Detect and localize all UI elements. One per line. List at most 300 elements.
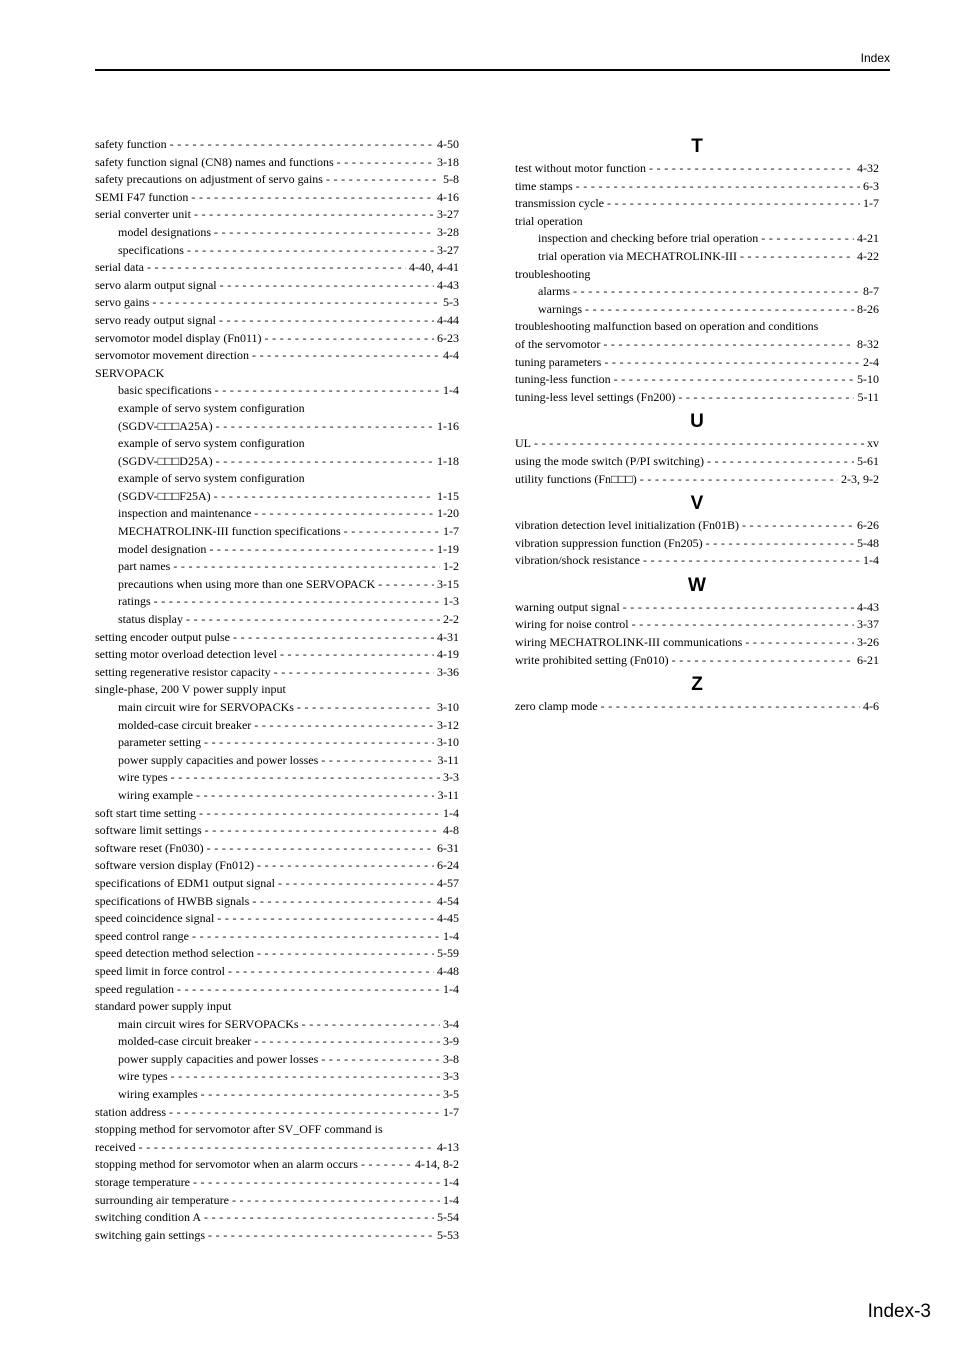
entry-page-ref: 6-3 <box>863 178 879 193</box>
index-entry <box>95 206 459 224</box>
leader-dots <box>361 1156 412 1174</box>
entry-term: power supply capacities and power losses <box>118 1051 319 1066</box>
index-entry <box>95 629 459 647</box>
entry-page-ref: xv <box>867 436 879 451</box>
entry-page-ref: 3-12 <box>437 717 459 732</box>
entry-term: speed control range <box>95 928 189 943</box>
entry-term: surrounding air temperature <box>95 1192 229 1207</box>
index-entry <box>95 664 459 682</box>
entry-page-ref: 8-26 <box>857 301 879 316</box>
leader-dots <box>614 371 854 389</box>
leader-dots <box>678 389 854 407</box>
leader-dots <box>740 248 854 266</box>
leader-dots <box>254 717 434 735</box>
entry-term: model designations <box>118 224 211 239</box>
leader-dots <box>177 981 440 999</box>
leader-dots <box>274 664 434 682</box>
index-entry <box>515 435 879 453</box>
leader-dots <box>672 652 854 670</box>
entry-page-ref: 5-54 <box>437 1210 459 1225</box>
index-entry <box>95 1227 459 1245</box>
entry-term: precautions when using more than one SERVOPACK <box>118 576 376 591</box>
entry-page-ref: 1-4 <box>443 1192 459 1207</box>
leader-dots <box>632 616 854 634</box>
entry-page-ref: 3-4 <box>443 1016 459 1031</box>
entry-term: inspection and maintenance <box>118 506 252 521</box>
entry-page-ref: 1-16 <box>437 418 459 433</box>
entry-page-ref: 1-7 <box>443 524 459 539</box>
index-entry <box>95 928 459 946</box>
entry-page-ref: 4-45 <box>437 911 459 926</box>
leader-dots <box>171 769 440 787</box>
entry-page-ref: 3-28 <box>437 224 459 239</box>
leader-dots <box>214 224 434 242</box>
index-entry <box>95 1139 459 1157</box>
entry-term: wiring example <box>118 787 193 802</box>
index-entry <box>95 945 459 963</box>
entry-page-ref: 4-50 <box>437 137 459 151</box>
entry-term: main circuit wires for SERVOPACKs <box>118 1016 299 1031</box>
index-entry <box>95 365 459 383</box>
entry-page-ref: 5-48 <box>857 535 879 550</box>
index-subentry <box>95 400 459 418</box>
entry-page-ref: 8-32 <box>857 336 879 351</box>
index-subentry <box>515 230 879 248</box>
page-number: Index-3 <box>867 1301 931 1322</box>
entry-term: troubleshooting malfunction based on operation and conditions <box>515 319 819 334</box>
index-subentry <box>95 787 459 805</box>
entry-term: write prohibited setting (Fn010) <box>515 652 669 667</box>
entry-page-ref: 2-2 <box>443 612 459 627</box>
leader-dots <box>208 1227 434 1245</box>
entry-page-ref: 3-8 <box>443 1051 459 1066</box>
entry-term: specifications of HWBB signals <box>95 893 250 908</box>
index-entry <box>515 517 879 535</box>
leader-dots <box>199 805 440 823</box>
entry-page-ref: 1-4 <box>443 981 459 996</box>
header-rule <box>95 69 890 71</box>
entry-term: zero clamp mode <box>515 699 598 714</box>
entry-term: speed limit in force control <box>95 963 225 978</box>
leader-dots <box>205 822 440 840</box>
entry-page-ref: 4-13 <box>437 1139 459 1154</box>
index-entry <box>515 471 879 489</box>
leader-dots <box>585 301 854 319</box>
entry-term: (SGDV-□□□D25A) <box>118 453 213 468</box>
leader-dots <box>297 699 434 717</box>
index-entry <box>515 266 879 284</box>
entry-term: model designation <box>118 541 207 556</box>
entry-term: part names <box>118 559 171 574</box>
index-entry <box>95 840 459 858</box>
entry-term: wiring MECHATROLINK-III communications <box>515 635 743 650</box>
entry-page-ref: 4-48 <box>437 963 459 978</box>
index-entry <box>95 1104 459 1122</box>
leader-dots <box>576 178 860 196</box>
leader-dots <box>201 1086 440 1104</box>
leader-dots <box>171 1068 440 1086</box>
entry-page-ref: 1-2 <box>443 559 459 574</box>
leader-dots <box>603 336 854 354</box>
leader-dots <box>280 646 434 664</box>
entry-term: MECHATROLINK-III function specifications <box>118 524 341 539</box>
entry-page-ref: 1-4 <box>443 805 459 820</box>
entry-term: inspection and checking before trial operation <box>538 231 759 246</box>
entry-term: main circuit wire for SERVOPACKs <box>118 700 294 714</box>
entry-term: serial converter unit <box>95 207 191 222</box>
leader-dots <box>194 206 434 224</box>
index-column-right <box>515 136 879 716</box>
index-entry <box>95 171 459 189</box>
entry-term: warning output signal <box>515 599 620 614</box>
entry-page-ref: 3-37 <box>857 617 879 632</box>
running-header: Index <box>860 51 890 65</box>
index-entry <box>95 1174 459 1192</box>
index-entry <box>515 354 879 372</box>
entry-term: station address <box>95 1104 166 1119</box>
entry-page-ref: 3-27 <box>437 242 459 257</box>
entry-page-ref: 4-43 <box>437 277 459 292</box>
index-entry <box>515 652 879 670</box>
index-subentry <box>95 1033 459 1051</box>
leader-dots <box>139 1139 434 1157</box>
entry-term: utility functions (Fn□□□) <box>515 471 637 486</box>
entry-term: troubleshooting <box>515 266 591 281</box>
leader-dots <box>337 154 434 172</box>
leader-dots <box>534 435 864 453</box>
entry-term: speed coincidence signal <box>95 911 215 926</box>
leader-dots <box>623 599 854 617</box>
leader-dots <box>196 787 434 805</box>
leader-dots <box>257 945 434 963</box>
index-subentry <box>95 699 459 717</box>
leader-dots <box>742 517 854 535</box>
index-subentry <box>95 734 459 752</box>
index-subentry <box>95 1068 459 1086</box>
leader-dots <box>187 242 434 260</box>
leader-dots <box>216 453 434 471</box>
entry-page-ref: 1-19 <box>437 541 459 556</box>
entry-term: safety precautions on adjustment of servo gains <box>95 172 323 187</box>
leader-dots <box>154 593 440 611</box>
entry-page-ref: 4-6 <box>863 699 879 714</box>
index-subentry <box>95 505 459 523</box>
entry-page-ref: 4-54 <box>437 893 459 908</box>
index-subentry <box>95 523 459 541</box>
index-subentry <box>95 541 459 559</box>
leader-dots <box>214 488 434 506</box>
entry-page-ref: 6-31 <box>437 840 459 855</box>
leader-dots <box>186 611 440 629</box>
entry-page-ref: 1-3 <box>443 594 459 609</box>
entry-term: molded-case circuit breaker <box>118 717 252 732</box>
entry-term: safety function <box>95 137 167 151</box>
index-entry <box>515 195 879 213</box>
leader-dots <box>207 840 434 858</box>
index-entry <box>515 616 879 634</box>
entry-page-ref: 1-7 <box>863 196 879 211</box>
leader-dots <box>706 535 854 553</box>
leader-dots <box>232 1192 440 1210</box>
index-entry <box>515 371 879 389</box>
index-subentry <box>95 435 459 453</box>
leader-dots <box>278 875 434 893</box>
index-subentry <box>95 558 459 576</box>
index-entry <box>95 646 459 664</box>
index-entry <box>515 160 879 178</box>
index-entry <box>95 1121 459 1139</box>
entry-page-ref: 4-44 <box>437 312 459 327</box>
section-letter: T <box>691 136 703 157</box>
entry-page-ref: 5-59 <box>437 946 459 961</box>
index-subentry <box>95 717 459 735</box>
leader-dots <box>321 1051 440 1069</box>
index-entry <box>95 981 459 999</box>
leader-dots <box>147 259 406 277</box>
entry-term: vibration/shock resistance <box>515 553 640 568</box>
leader-dots <box>607 195 860 213</box>
entry-term: setting motor overload detection level <box>95 647 277 662</box>
leader-dots <box>643 552 860 570</box>
entry-page-ref: 1-4 <box>863 553 879 568</box>
entry-term: ratings <box>118 594 151 609</box>
leader-dots <box>191 189 434 207</box>
entry-term: (SGDV-□□□F25A) <box>118 488 211 503</box>
index-entry <box>95 330 459 348</box>
entry-page-ref: 6-24 <box>437 858 459 873</box>
index-subentry <box>95 453 459 471</box>
leader-dots <box>228 963 434 981</box>
index-entry <box>515 552 879 570</box>
entry-page-ref: 1-7 <box>443 1104 459 1119</box>
entry-page-ref: 6-23 <box>437 330 459 345</box>
entry-term: stopping method for servomotor after SV_OFF command is <box>95 1122 383 1137</box>
index-entry <box>95 875 459 893</box>
index-subentry <box>515 248 879 266</box>
index-column-left <box>95 136 459 1244</box>
index-subentry <box>95 224 459 242</box>
entry-term: example of servo system configuration <box>118 471 305 486</box>
leader-dots <box>640 471 838 489</box>
entry-term: warnings <box>538 301 582 316</box>
entry-term: trial operation <box>515 213 583 228</box>
index-entry <box>95 347 459 365</box>
entry-page-ref: 3-9 <box>443 1034 459 1049</box>
index-entry <box>95 805 459 823</box>
entry-term: wire types <box>118 1069 168 1084</box>
leader-dots <box>344 523 440 541</box>
entry-page-ref: 3-15 <box>437 576 459 591</box>
leader-dots <box>233 629 434 647</box>
entry-page-ref: 4-19 <box>437 647 459 662</box>
leader-dots <box>173 558 440 576</box>
entry-term: of the servomotor <box>515 336 601 351</box>
index-subentry <box>95 382 459 400</box>
entry-term: SEMI F47 function <box>95 189 189 204</box>
index-entry <box>515 389 879 407</box>
entry-term: SERVOPACK <box>95 365 165 380</box>
index-entry <box>95 277 459 295</box>
index-entry <box>515 634 879 652</box>
entry-term: wiring examples <box>118 1087 198 1102</box>
entry-page-ref: 5-8 <box>443 172 459 187</box>
index-subentry <box>95 593 459 611</box>
index-entry <box>95 312 459 330</box>
entry-term: servomotor model display (Fn011) <box>95 330 262 345</box>
entry-page-ref: 4-40, 4-41 <box>409 260 459 275</box>
entry-term: storage temperature <box>95 1175 190 1190</box>
section-letter: V <box>690 493 704 515</box>
entry-term: switching condition A <box>95 1210 201 1225</box>
index-entry <box>95 822 459 840</box>
entry-page-ref: 3-10 <box>437 700 459 714</box>
entry-page-ref: 3-3 <box>443 1069 459 1084</box>
index-entry <box>95 1209 459 1227</box>
entry-page-ref: 4-31 <box>437 629 459 644</box>
entry-term: setting regenerative resistor capacity <box>95 664 271 679</box>
index-entry <box>95 681 459 699</box>
leader-dots <box>257 857 434 875</box>
entry-page-ref: 5-10 <box>857 372 879 387</box>
index-entry <box>95 893 459 911</box>
entry-term: software limit settings <box>95 823 202 838</box>
leader-dots <box>265 330 434 348</box>
entry-term: software reset (Fn030) <box>95 840 204 855</box>
index-entry <box>95 998 459 1016</box>
leader-dots <box>204 1209 434 1227</box>
entry-page-ref: 4-57 <box>437 875 459 890</box>
index-subentry <box>95 611 459 629</box>
index-subentry <box>95 470 459 488</box>
leader-dots <box>193 1174 440 1192</box>
leader-dots <box>302 1016 440 1034</box>
index-subentry <box>95 418 459 436</box>
index-subentry <box>95 488 459 506</box>
entry-term: transmission cycle <box>515 196 604 211</box>
entry-page-ref: 3-36 <box>437 664 459 679</box>
entry-page-ref: 1-4 <box>443 1175 459 1190</box>
entry-page-ref: 4-14, 8-2 <box>415 1157 459 1172</box>
entry-page-ref: 5-11 <box>857 389 879 404</box>
index-entry <box>95 963 459 981</box>
entry-term: tuning parameters <box>515 354 602 369</box>
leader-dots <box>152 294 440 312</box>
index-entry <box>515 178 879 196</box>
entry-page-ref: 3-10 <box>437 735 459 750</box>
index-subentry <box>95 769 459 787</box>
entry-page-ref: 6-26 <box>857 518 879 533</box>
index-entry <box>515 599 879 617</box>
leader-dots <box>217 910 434 928</box>
entry-page-ref: 4-4 <box>443 348 459 363</box>
entry-term: software version display (Fn012) <box>95 858 254 873</box>
leader-dots <box>169 1104 440 1122</box>
index-entry <box>515 318 879 336</box>
leader-dots <box>707 453 854 471</box>
index-entry <box>95 136 459 154</box>
leader-dots <box>204 734 434 752</box>
entry-term: UL <box>515 436 531 451</box>
index-subentry <box>95 242 459 260</box>
index-entry <box>95 1192 459 1210</box>
section-letter: U <box>690 411 704 433</box>
index-entry <box>95 154 459 172</box>
leader-dots <box>219 312 434 330</box>
entry-term: received <box>95 1139 136 1154</box>
entry-term: example of servo system configuration <box>118 436 305 451</box>
entry-page-ref: 1-4 <box>443 383 459 398</box>
entry-term: standard power supply input <box>95 999 232 1014</box>
entry-page-ref: 4-32 <box>857 161 879 175</box>
leader-dots <box>216 418 434 436</box>
entry-page-ref: 4-43 <box>857 599 879 614</box>
entry-term: vibration detection level initialization (Fn01B) <box>515 518 739 533</box>
index-entry <box>515 336 879 354</box>
entry-term: molded-case circuit breaker <box>118 1034 252 1049</box>
entry-page-ref: 3-11 <box>437 752 459 767</box>
index-subentry <box>95 1086 459 1104</box>
entry-page-ref: 1-18 <box>437 453 459 468</box>
index-entry <box>95 1156 459 1174</box>
leader-dots <box>745 634 854 652</box>
entry-page-ref: 4-21 <box>857 231 879 246</box>
entry-term: power supply capacities and power losses <box>118 752 319 767</box>
entry-term: test without motor function <box>515 161 646 175</box>
entry-term: trial operation via MECHATROLINK-III <box>538 248 737 263</box>
entry-term: alarms <box>538 284 570 299</box>
entry-term: time stamps <box>515 178 573 193</box>
entry-page-ref: 1-20 <box>437 506 459 521</box>
entry-page-ref: 3-5 <box>443 1087 459 1102</box>
leader-dots <box>326 171 440 189</box>
entry-term: serial data <box>95 260 144 275</box>
entry-page-ref: 1-15 <box>437 488 459 503</box>
index-subentry <box>95 1051 459 1069</box>
entry-term: servo gains <box>95 295 150 310</box>
index-entry <box>95 259 459 277</box>
leader-dots <box>192 928 440 946</box>
index-entry <box>515 453 879 471</box>
leader-dots <box>254 1033 440 1051</box>
entry-page-ref: 3-18 <box>437 154 459 169</box>
section-letter: W <box>688 574 706 596</box>
entry-term: vibration suppression function (Fn205) <box>515 535 703 550</box>
index-subentry <box>515 283 879 301</box>
index-entry <box>95 294 459 312</box>
leader-dots <box>252 893 434 911</box>
entry-term: specifications <box>118 242 184 257</box>
leader-dots <box>573 283 860 301</box>
entry-page-ref: 2-4 <box>863 354 879 369</box>
entry-page-ref: 3-27 <box>437 207 459 222</box>
leader-dots <box>604 354 860 372</box>
leader-dots <box>761 230 854 248</box>
leader-dots <box>220 277 434 295</box>
leader-dots <box>378 576 434 594</box>
entry-term: servo ready output signal <box>95 312 216 327</box>
leader-dots <box>601 698 860 716</box>
entry-term: example of servo system configuration <box>118 400 305 415</box>
entry-term: switching gain settings <box>95 1227 205 1242</box>
entry-page-ref: 1-4 <box>443 928 459 943</box>
entry-page-ref: 4-8 <box>443 823 459 838</box>
entry-page-ref: 6-21 <box>857 652 879 667</box>
index-subentry <box>95 1016 459 1034</box>
entry-page-ref: 5-53 <box>437 1227 459 1242</box>
leader-dots <box>170 136 434 154</box>
leader-dots <box>649 160 854 178</box>
index-entry <box>95 857 459 875</box>
